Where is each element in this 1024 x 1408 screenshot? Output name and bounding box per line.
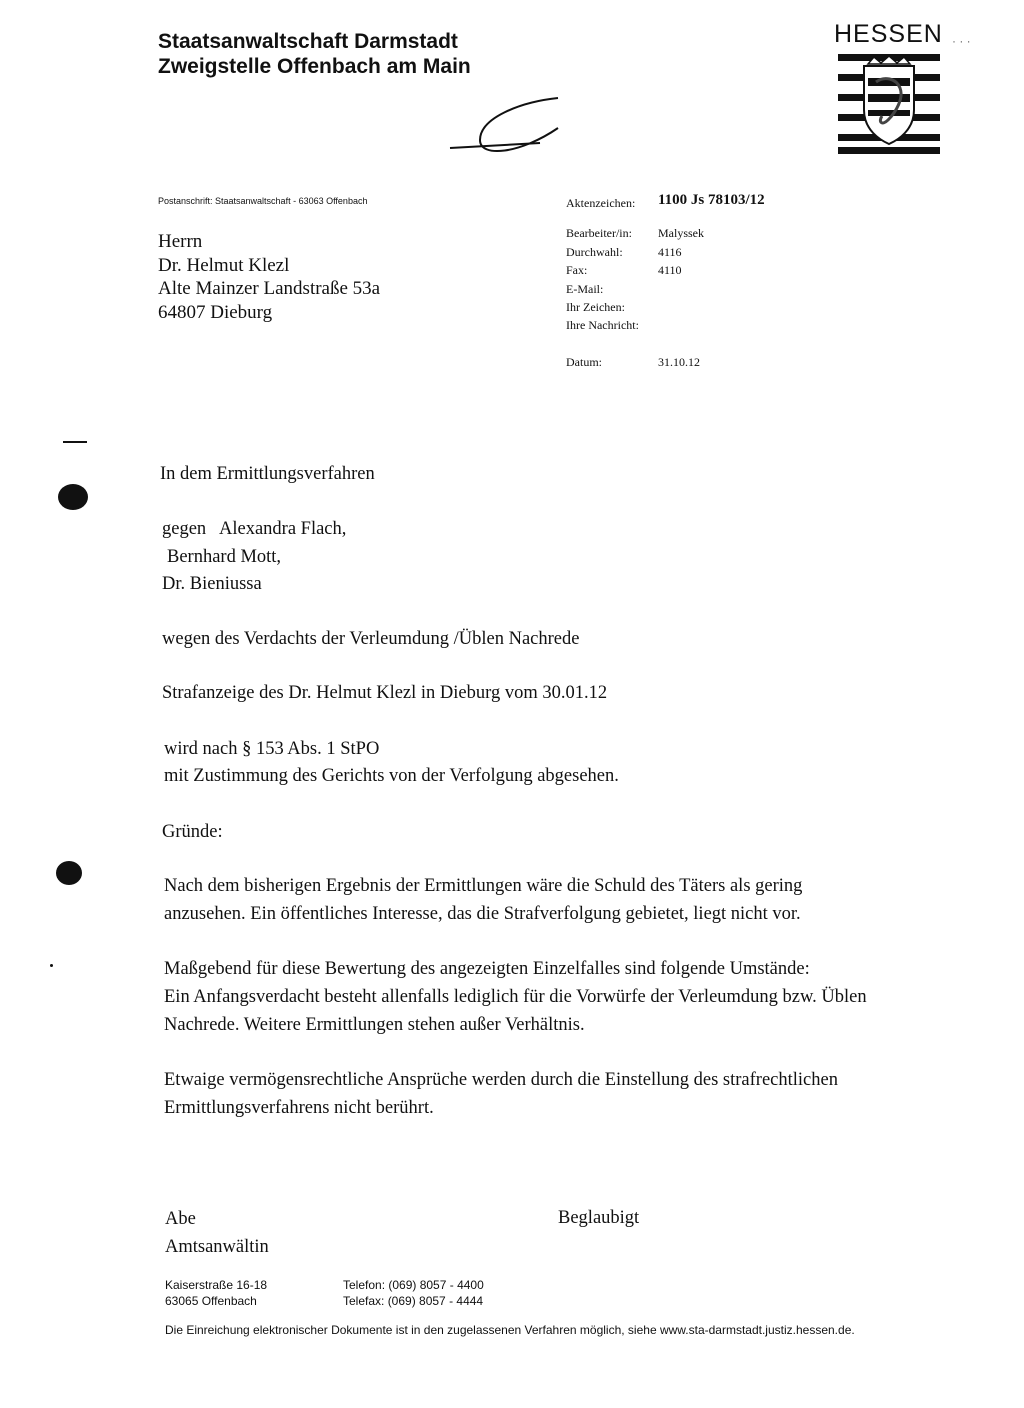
datum-label: Datum: — [566, 355, 602, 369]
sender-address-line: Postanschrift: Staatsanwaltschaft - 63063 Offenbach — [158, 196, 368, 206]
recipient-salutation: Herrn — [158, 231, 203, 252]
office-branch: Zweigstelle Offenbach am Main — [158, 55, 471, 78]
accused-name: Dr. Bieniussa — [162, 574, 262, 594]
footer-street: Kaiserstraße 16-18 — [165, 1278, 268, 1292]
signatory-title: Amtsanwältin — [165, 1237, 269, 1257]
decision-line: wird nach § 153 Abs. 1 StPO — [164, 739, 380, 759]
meta-label: E-Mail: — [566, 282, 604, 296]
recipient-street: Alte Mainzer Landstraße 53a — [158, 278, 381, 299]
recipient-city: 64807 Dieburg — [158, 301, 273, 323]
punch-hole — [56, 861, 82, 885]
footer-city: 63065 Offenbach — [165, 1294, 257, 1308]
recipient-name: Dr. Helmut Klezl — [158, 254, 290, 276]
charge-line: wegen des Verdachts der Verleumdung /Üblen Nachrede — [162, 629, 580, 649]
complaint-line: Strafanzeige des Dr. Helmut Klezl in Dieburg vom 30.01.12 — [162, 683, 608, 703]
fold-mark — [63, 441, 87, 443]
intro-line: In dem Ermittlungsverfahren — [160, 464, 375, 484]
footer-phone: Telefon: (069) 8057 - 4400 — [343, 1278, 484, 1292]
paragraph-line: Ein Anfangsverdacht besteht allenfalls lediglich für die Vorwürfe der Verleumdung bzw. Üblen — [164, 987, 867, 1007]
decision-line: mit Zustimmung des Gerichts von der Verfolgung abgesehen. — [164, 766, 619, 786]
hessen-coat-of-arms-icon — [838, 52, 940, 154]
footer-notice: Die Einreichung elektronischer Dokumente ist in den zugelassenen Verfahren möglich, siehe www.sta-darmstadt.justiz.hessen.de. — [165, 1323, 855, 1337]
meta-value: Malyssek — [658, 226, 704, 240]
handwritten-mark — [440, 88, 570, 168]
meta-value: 4110 — [658, 263, 682, 277]
punch-hole — [58, 484, 88, 510]
accused-name: Alexandra Flach, — [219, 519, 347, 539]
paragraph-line: Ermittlungsverfahrens nicht berührt. — [164, 1098, 434, 1118]
meta-label: Bearbeiter/in: — [566, 226, 632, 240]
signatory-name: Abe — [165, 1209, 196, 1229]
office-name: Staatsanwaltschaft Darmstadt — [158, 30, 458, 53]
meta-value: 4116 — [658, 245, 682, 259]
meta-label: Ihr Zeichen: — [566, 300, 625, 314]
datum-value: 31.10.12 — [658, 355, 700, 369]
recipient-address — [158, 230, 380, 324]
aktenzeichen-value: 1100 Js 78103/12 — [658, 192, 765, 208]
aktenzeichen-label: Aktenzeichen: — [566, 196, 636, 210]
against-prefix: gegen — [162, 519, 207, 539]
hessen-logo-text: HESSEN — [834, 20, 943, 48]
accused-name: Bernhard Mott, — [167, 547, 282, 567]
paragraph-line: Etwaige vermögensrechtliche Ansprüche werden durch die Einstellung des strafrechtlichen — [164, 1070, 838, 1090]
paragraph-line: Maßgebend für diese Bewertung des angezeigten Einzelfalles sind folgende Umstände: — [164, 959, 810, 979]
paragraph-line: anzusehen. Ein öffentliches Interesse, das die Strafverfolgung gebietet, liegt nicht vor. — [164, 904, 801, 924]
paragraph-line: Nachrede. Weitere Ermittlungen stehen außer Verhältnis. — [164, 1015, 585, 1035]
paragraph-line: Nach dem bisherigen Ergebnis der Ermittlungen wäre die Schuld des Täters als gering — [164, 876, 803, 896]
meta-label: Durchwahl: — [566, 245, 623, 259]
meta-label: Fax: — [566, 263, 588, 277]
meta-label: Ihre Nachricht: — [566, 318, 639, 332]
certified-label: Beglaubigt — [558, 1208, 640, 1228]
logo-marks: · · · — [952, 34, 971, 48]
footer-fax: Telefax: (069) 8057 - 4444 — [343, 1294, 484, 1308]
scan-speck — [50, 964, 53, 967]
reasons-heading: Gründe: — [162, 822, 223, 842]
